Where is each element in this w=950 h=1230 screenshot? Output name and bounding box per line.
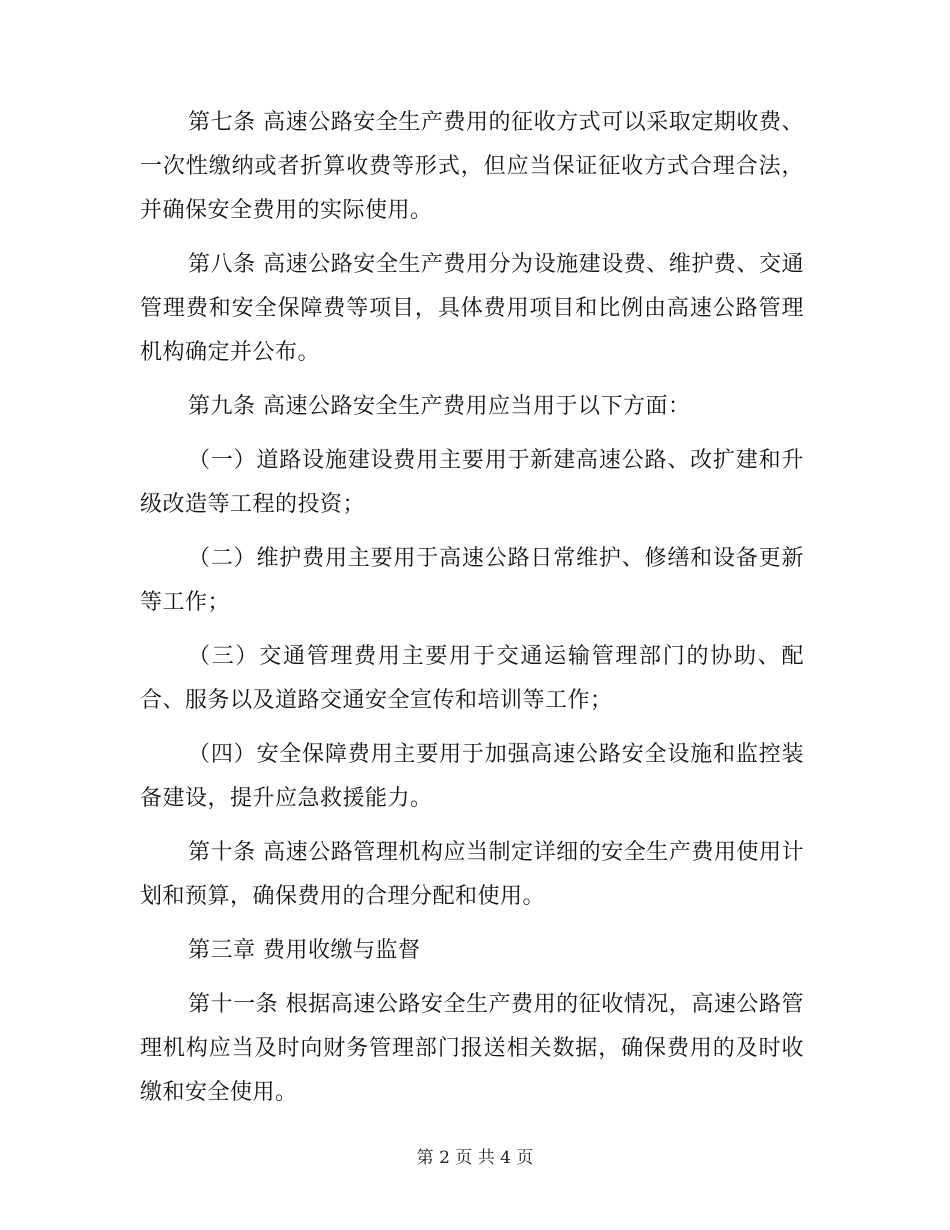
article-9-item-3: （三）交通管理费用主要用于交通运输管理部门的协助、配合、服务以及道路交通安全宣传和培训等工作； [140,644,804,713]
article-7-paragraph: 第七条 高速公路安全生产费用的征收方式可以采取定期收费、一次性缴纳或者折算收费等形式，但应当保证征收方式合理合法，并确保安全费用的实际使用。 [140,110,804,223]
article-9-item-4: （四）安全保障费用主要用于加强高速公路安全设施和监控装备建设，提升应急救援能力。 [140,742,804,811]
article-10-paragraph: 第十条 高速公路管理机构应当制定详细的安全生产费用使用计划和预算，确保费用的合理分配和使用。 [140,840,804,909]
article-11-paragraph: 第十一条 根据高速公路安全生产费用的征收情况，高速公路管理机构应当及时向财务管理部门报送相关数据，确保费用的及时收缴和安全使用。 [140,992,804,1105]
article-8-paragraph: 第八条 高速公路安全生产费用分为设施建设费、维护费、交通管理费和安全保障费等项目，具体费用项目和比例由高速公路管理机构确定并公布。 [140,252,804,365]
article-9-paragraph: 第九条 高速公路安全生产费用应当用于以下方面： [188,394,691,419]
article-9-item-2: （二）维护费用主要用于高速公路日常维护、修缮和设备更新等工作； [140,546,804,615]
article-9-item-1: （一）道路设施建设费用主要用于新建高速公路、改扩建和升级改造等工程的投资； [140,448,804,517]
document-body [140,101,804,1125]
page-number-footer: 第 2 页 共 4 页 [416,1148,534,1168]
chapter-3-heading: 第三章 费用收缴与监督 [188,938,421,963]
